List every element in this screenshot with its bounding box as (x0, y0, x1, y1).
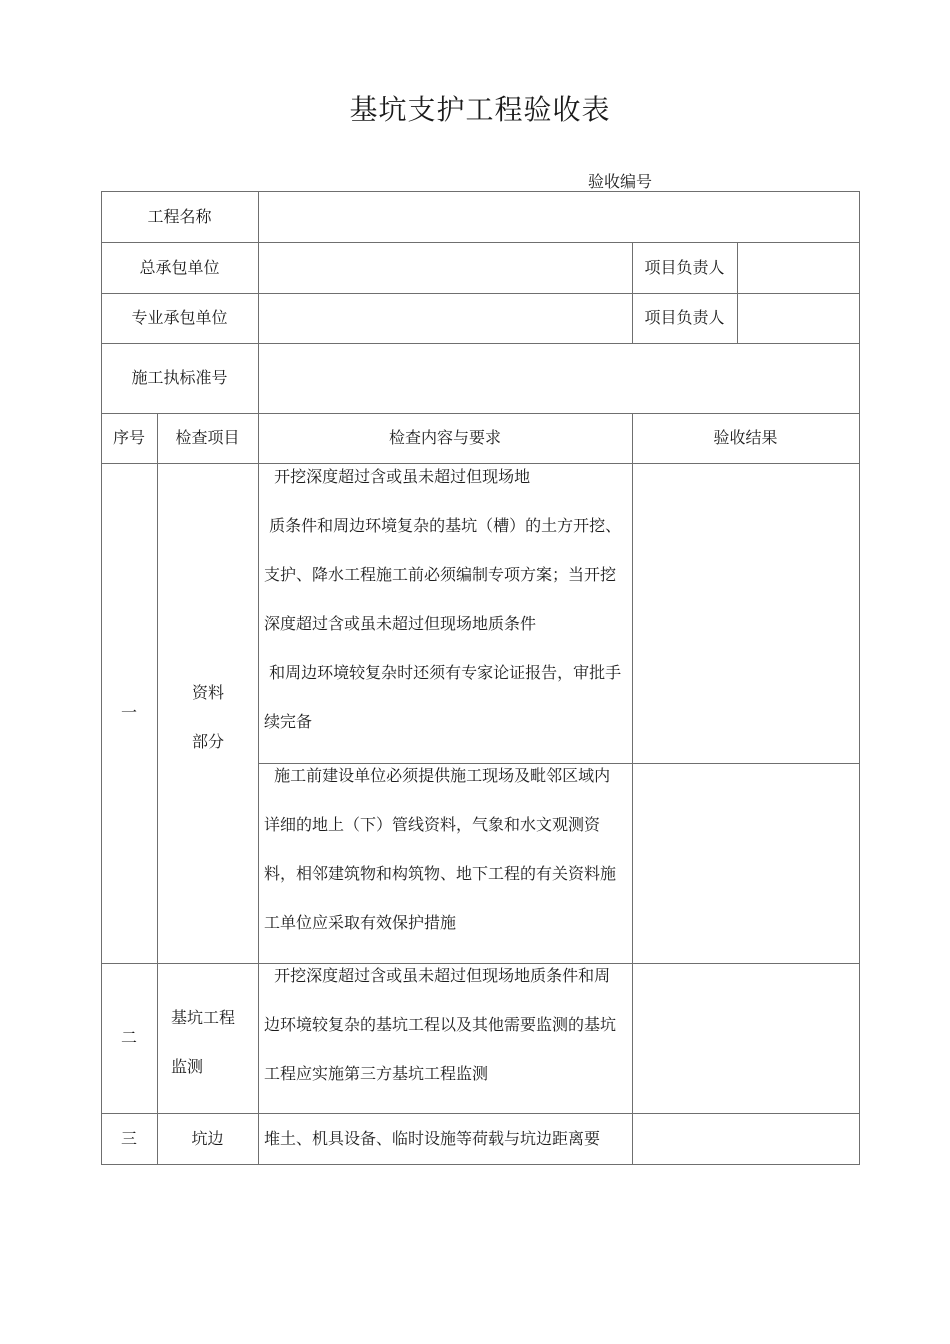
column-header-result: 验收结果 (713, 428, 778, 448)
acceptance-number-label: 验收编号 (588, 172, 653, 191)
section-3-item: 坑边 (191, 1128, 224, 1148)
requirement-line: 工单位应采取有效保护措施 (264, 913, 457, 932)
requirement-line: 开挖深度超过含或虽未超过但现场地 (264, 467, 531, 486)
standard-label: 施工执标准号 (131, 368, 228, 388)
section-3-seq: 三 (120, 1128, 137, 1148)
requirement-line: 工程应实施第三方基坑工程监测 (264, 1064, 489, 1083)
section-1-item-line1: 资料 (192, 683, 225, 702)
section-3-requirement: 堆土、机具设备、临时设施等荷载与坑边距离要 (264, 1128, 601, 1148)
section-2-requirement (264, 951, 616, 1098)
specialty-contractor-label: 专业承包单位 (131, 308, 228, 328)
column-header-seq: 序号 (112, 428, 145, 448)
requirement-line: 开挖深度超过含或虽未超过但现场地质条件和周 (264, 966, 611, 985)
requirement-line: 和周边环境较复杂时还须有专家论证报告，审批手 (264, 663, 622, 682)
general-contractor-label: 总承包单位 (139, 257, 220, 277)
requirement-line: 详细的地上（下）管线资料，气象和水文观测资 (264, 815, 601, 834)
requirement-line: 施工前建设单位必须提供施工现场及毗邻区域内 (264, 766, 611, 785)
requirement-line: 质条件和周边环境复杂的基坑（槽）的土方开挖、 (264, 516, 622, 535)
requirement-line: 边环境较复杂的基坑工程以及其他需要监测的基坑 (264, 1015, 617, 1034)
section-1-seq: 一 (120, 703, 137, 723)
requirement-line: 续完备 (264, 712, 313, 731)
project-manager-label: 项目负责人 (644, 257, 725, 277)
section-2-item-line2: 监测 (171, 1057, 204, 1076)
requirement-line: 深度超过含或虽未超过但现场地质条件 (264, 614, 537, 633)
section-2-item-line1: 基坑工程 (171, 1008, 236, 1027)
page-title: 基坑支护工程验收表 (349, 93, 611, 126)
requirement-line: 料，相邻建筑物和构筑物、地下工程的有关资料施 (264, 864, 617, 883)
section-1-item-line2: 部分 (192, 732, 225, 751)
section-1-requirement-1 (264, 452, 621, 746)
column-header-item: 检查项目 (175, 428, 240, 448)
section-2-seq: 二 (120, 1028, 137, 1048)
section-1-requirement-2 (264, 751, 616, 947)
project-name-label: 工程名称 (147, 206, 212, 226)
requirement-line: 支护、降水工程施工前必须编制专项方案；当开挖 (264, 565, 617, 584)
column-header-content: 检查内容与要求 (388, 428, 501, 448)
project-manager-label: 项目负责人 (644, 308, 725, 328)
